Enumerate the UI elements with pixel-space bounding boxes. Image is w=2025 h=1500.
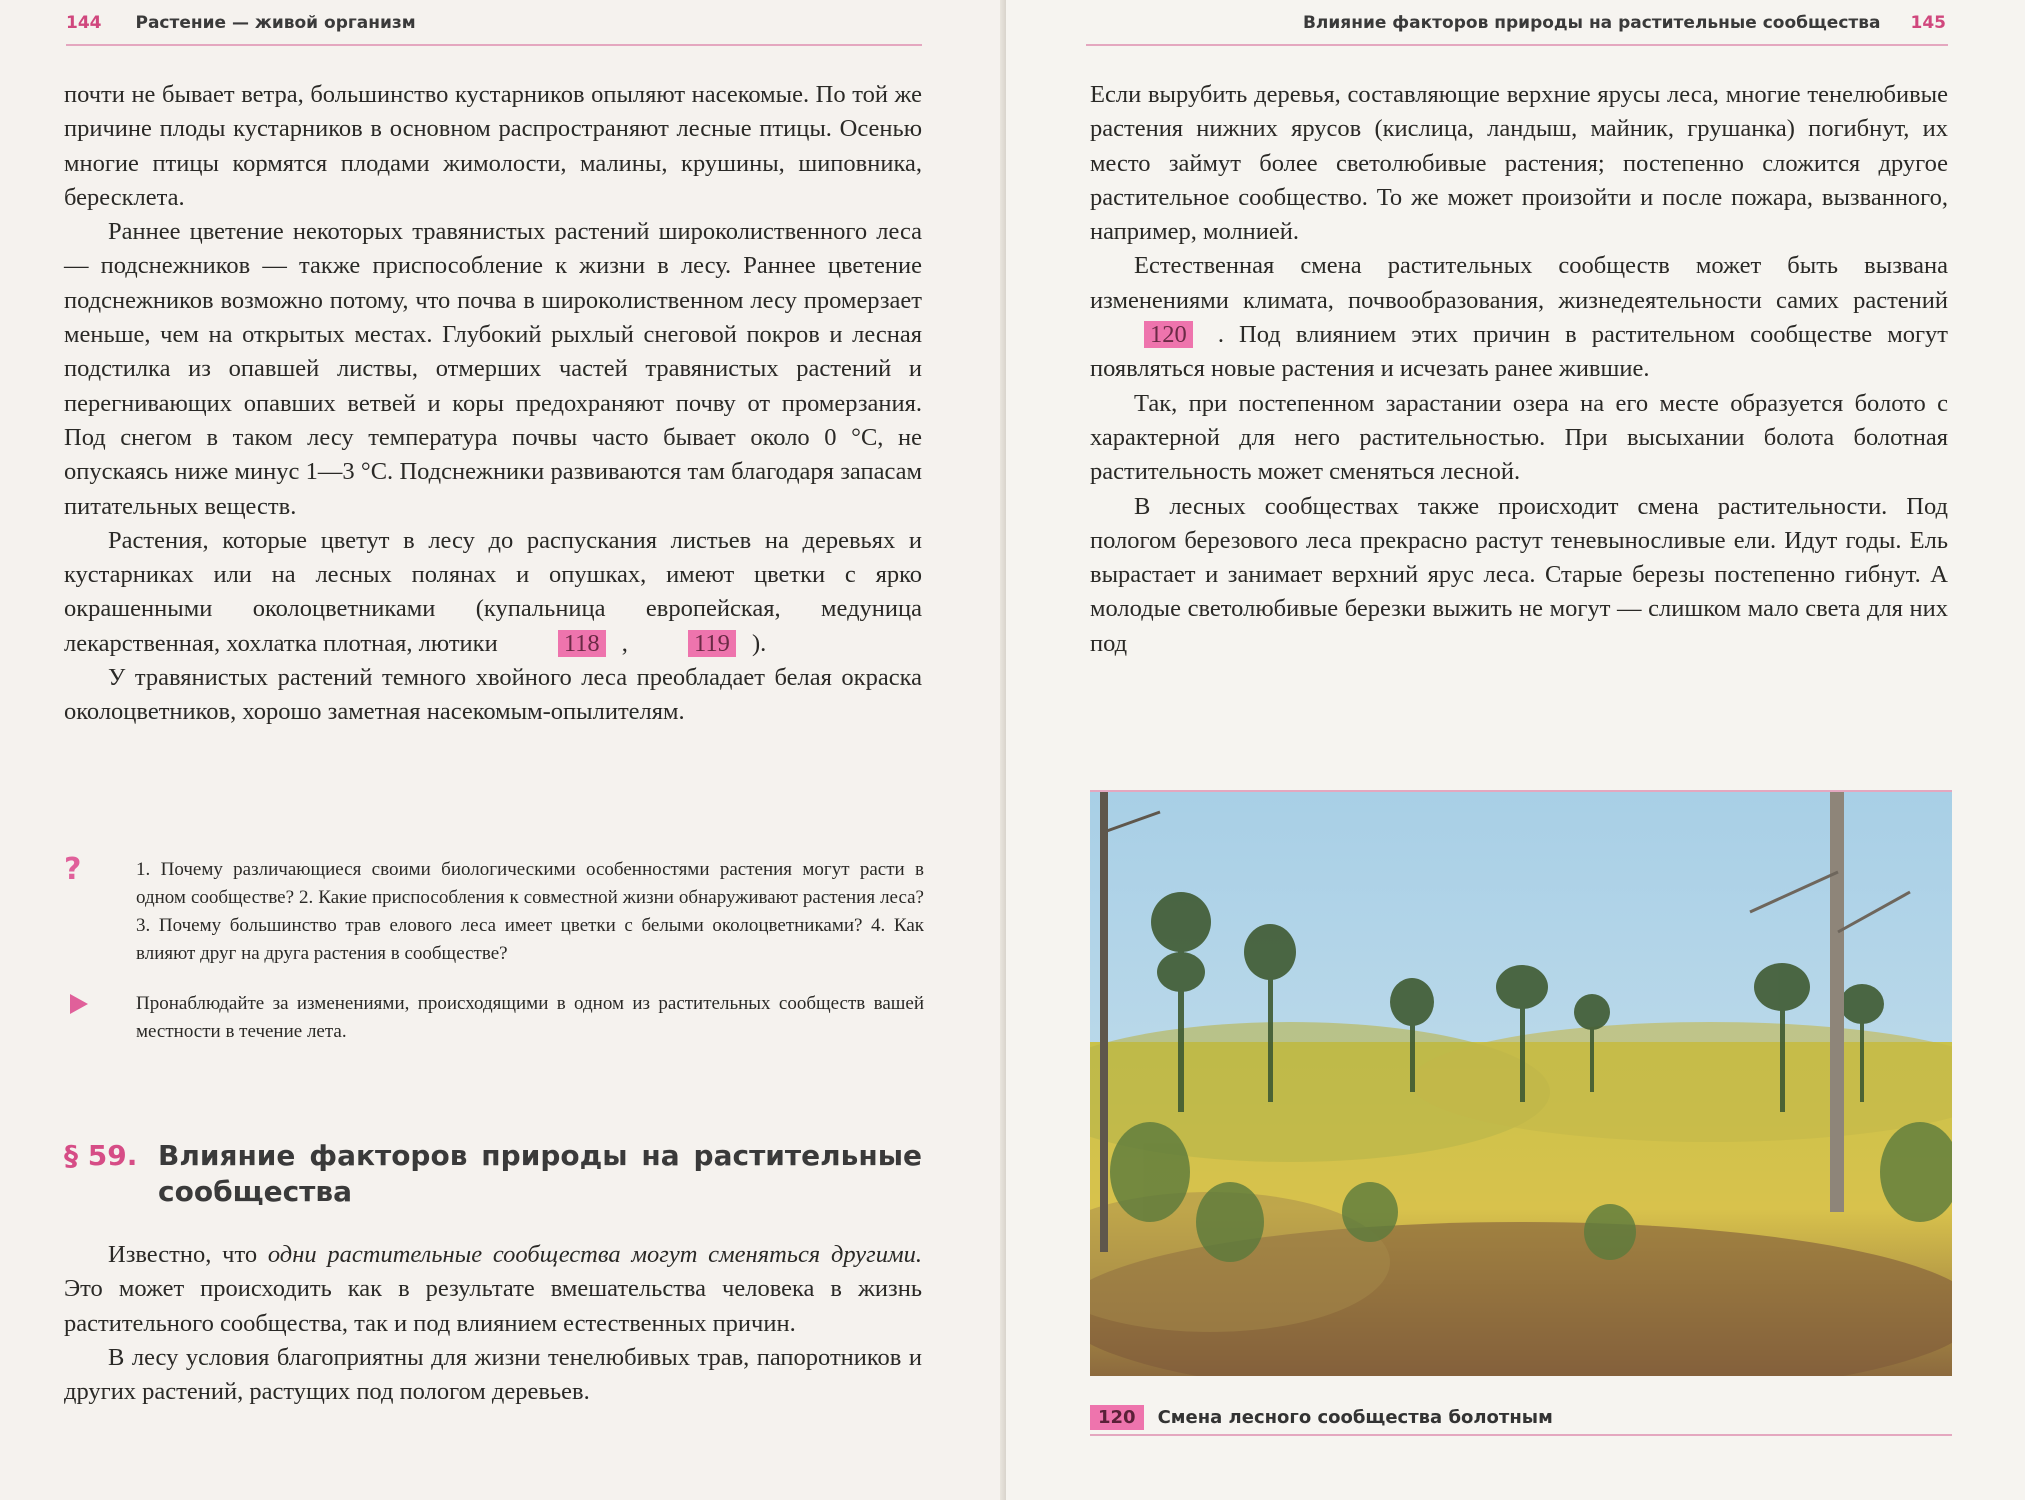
figure-ref-118: 118	[558, 630, 606, 657]
triangle-pointer-icon	[70, 994, 88, 1014]
figure-caption	[1090, 1400, 1952, 1436]
paragraph-text: Известно, что	[108, 1241, 268, 1268]
figure-caption-text: Смена лесного сообщества болотным	[1157, 1406, 1553, 1428]
paragraph-text: Это может происходить как в результате вмешательства человека в жизнь растительного сообщества, так и под влиянием естественных причин.	[64, 1275, 922, 1337]
header-rule	[1086, 44, 1948, 46]
paragraph: В лесных сообществах также происходит смена растительности. Под пологом березового леса прекрасно растут теневыносливые ели. Идут годы. Ель вырастает и занимает верхний ярус леса. Старые березы постепенно гибнут. А молодые светолюбивые березки выжить не могут — слишком мало света для них под	[1090, 492, 1948, 657]
running-title: Растение — живой организм	[135, 13, 416, 33]
paragraph-text: Растения, которые цветут в лесу до распускания листьев на деревьях и кустарниках или на лесных полянах и опушках, имеют цветки с ярко окрашенными околоцветниками (купальница европейская, медуница лекарственная, хохлатка плотная, лютики	[64, 526, 922, 657]
figure-ref-120: 120	[1144, 321, 1193, 348]
figure-number: 120	[1090, 1405, 1144, 1430]
paragraph-text: Естественная смена растительных сообществ может быть вызвана изменениями климата, почвообразования, жизнедеятельности самих растений	[1090, 252, 1948, 314]
running-title: Влияние факторов природы на растительные сообщества	[1302, 13, 1881, 33]
figure-ref-119: 119	[688, 630, 736, 657]
questions-item	[64, 852, 924, 968]
paragraph-with-figure-refs	[64, 524, 922, 661]
page-number: 144	[66, 13, 102, 33]
figure-photo-swamp-forest	[1090, 790, 1952, 1376]
left-page	[0, 0, 1006, 1500]
header-rule	[66, 44, 922, 46]
paragraph-with-figure-ref	[1090, 249, 1948, 386]
figure-ref-wrap	[634, 627, 746, 661]
right-running-head	[1046, 8, 1946, 38]
swamp-forest-illustration	[1090, 792, 1952, 1376]
questions-block	[64, 852, 924, 1046]
page-number: 145	[1910, 13, 1946, 33]
section-body-text	[64, 1238, 922, 1409]
questions-text: 1. Почему различающиеся своими биологическими особенностями растения могут расти в одном сообществе? 2. Какие приспособления к совместной жизни обнаруживают растения леса? 3. Почему большинство трав елового леса имеет цветки с белыми околоцветниками? 4. Как влияют друг на друга растения в сообществе?	[136, 859, 924, 964]
italic-emphasis: одни растительные сообщества могут сменяться другими.	[267, 1241, 922, 1268]
question-mark-icon: ?	[64, 852, 82, 887]
section-number: § 59.	[64, 1139, 138, 1172]
separator: ,	[621, 629, 628, 657]
figure-ref-wrap	[504, 627, 616, 661]
paragraph: Если вырубить деревья, составляющие верхние ярусы леса, многие тенелюбивые растения нижних ярусов (кислица, ландыш, майник, грушанка) погибнут, их место займут более светолюбивые растения; постепенно сложится другое растительное сообщество. То же может произойти и после пожара, вызванного, например, молнией.	[1090, 81, 1948, 246]
left-body-text	[64, 78, 922, 730]
paragraph-text: . Под влиянием этих причин в растительном сообществе могут появляться новые растения и исчезать ранее жившие.	[1090, 321, 1948, 383]
figure-ref-wrap	[1090, 318, 1203, 352]
section-title: Влияние факторов природы на растительные сообщества	[158, 1139, 922, 1208]
paragraph: почти не бывает ветра, большинство кустарников опыляют насекомые. По той же причине плоды кустарников в основном распространяют лесные птицы. Осенью многие птицы кормятся плодами жимолости, малины, крушины, шиповника, бересклета.	[64, 81, 922, 211]
right-page	[1006, 0, 2025, 1500]
paragraph: Так, при постепенном зарастании озера на его месте образуется болото с характерной для него растительностью. При высыхании болота болотная растительность может сменяться лесной.	[1090, 389, 1948, 486]
section-heading	[64, 1138, 922, 1210]
paragraph	[64, 1238, 922, 1341]
task-text: Пронаблюдайте за изменениями, происходящими в одном из растительных сообществ вашей местности в течение лета.	[136, 993, 924, 1042]
paragraph: Раннее цветение некоторых травянистых растений широколиственного леса — подснежников — также приспособление к жизни в лесу. Раннее цветение подснежников возможно потому, что почва в широколиственном лесу промерзает меньше, чем на открытых местах. Глубокий рыхлый снеговой покров и лесная подстилка из опавшей листвы, отмерших частей травянистых растений и перегнивающих опавших ветвей и коры предохраняют почву от промерзания. Под снегом в таком лесу температура почвы часто бывает около 0 °С, не опускаясь ниже минус 1—3 °С. Подснежники развиваются там благодаря запасам питательных веществ.	[64, 218, 922, 520]
paragraph-text: ).	[752, 629, 767, 657]
right-body-text	[1090, 78, 1948, 661]
paragraph: В лесу условия благоприятны для жизни тенелюбивых трав, папоротников и других растений, растущих под пологом деревьев.	[64, 1343, 922, 1406]
paragraph: У травянистых растений темного хвойного леса преобладает белая окраска околоцветников, хорошо заметная насекомым-опылителям.	[64, 664, 922, 726]
task-item	[64, 990, 924, 1046]
left-running-head	[66, 8, 921, 38]
